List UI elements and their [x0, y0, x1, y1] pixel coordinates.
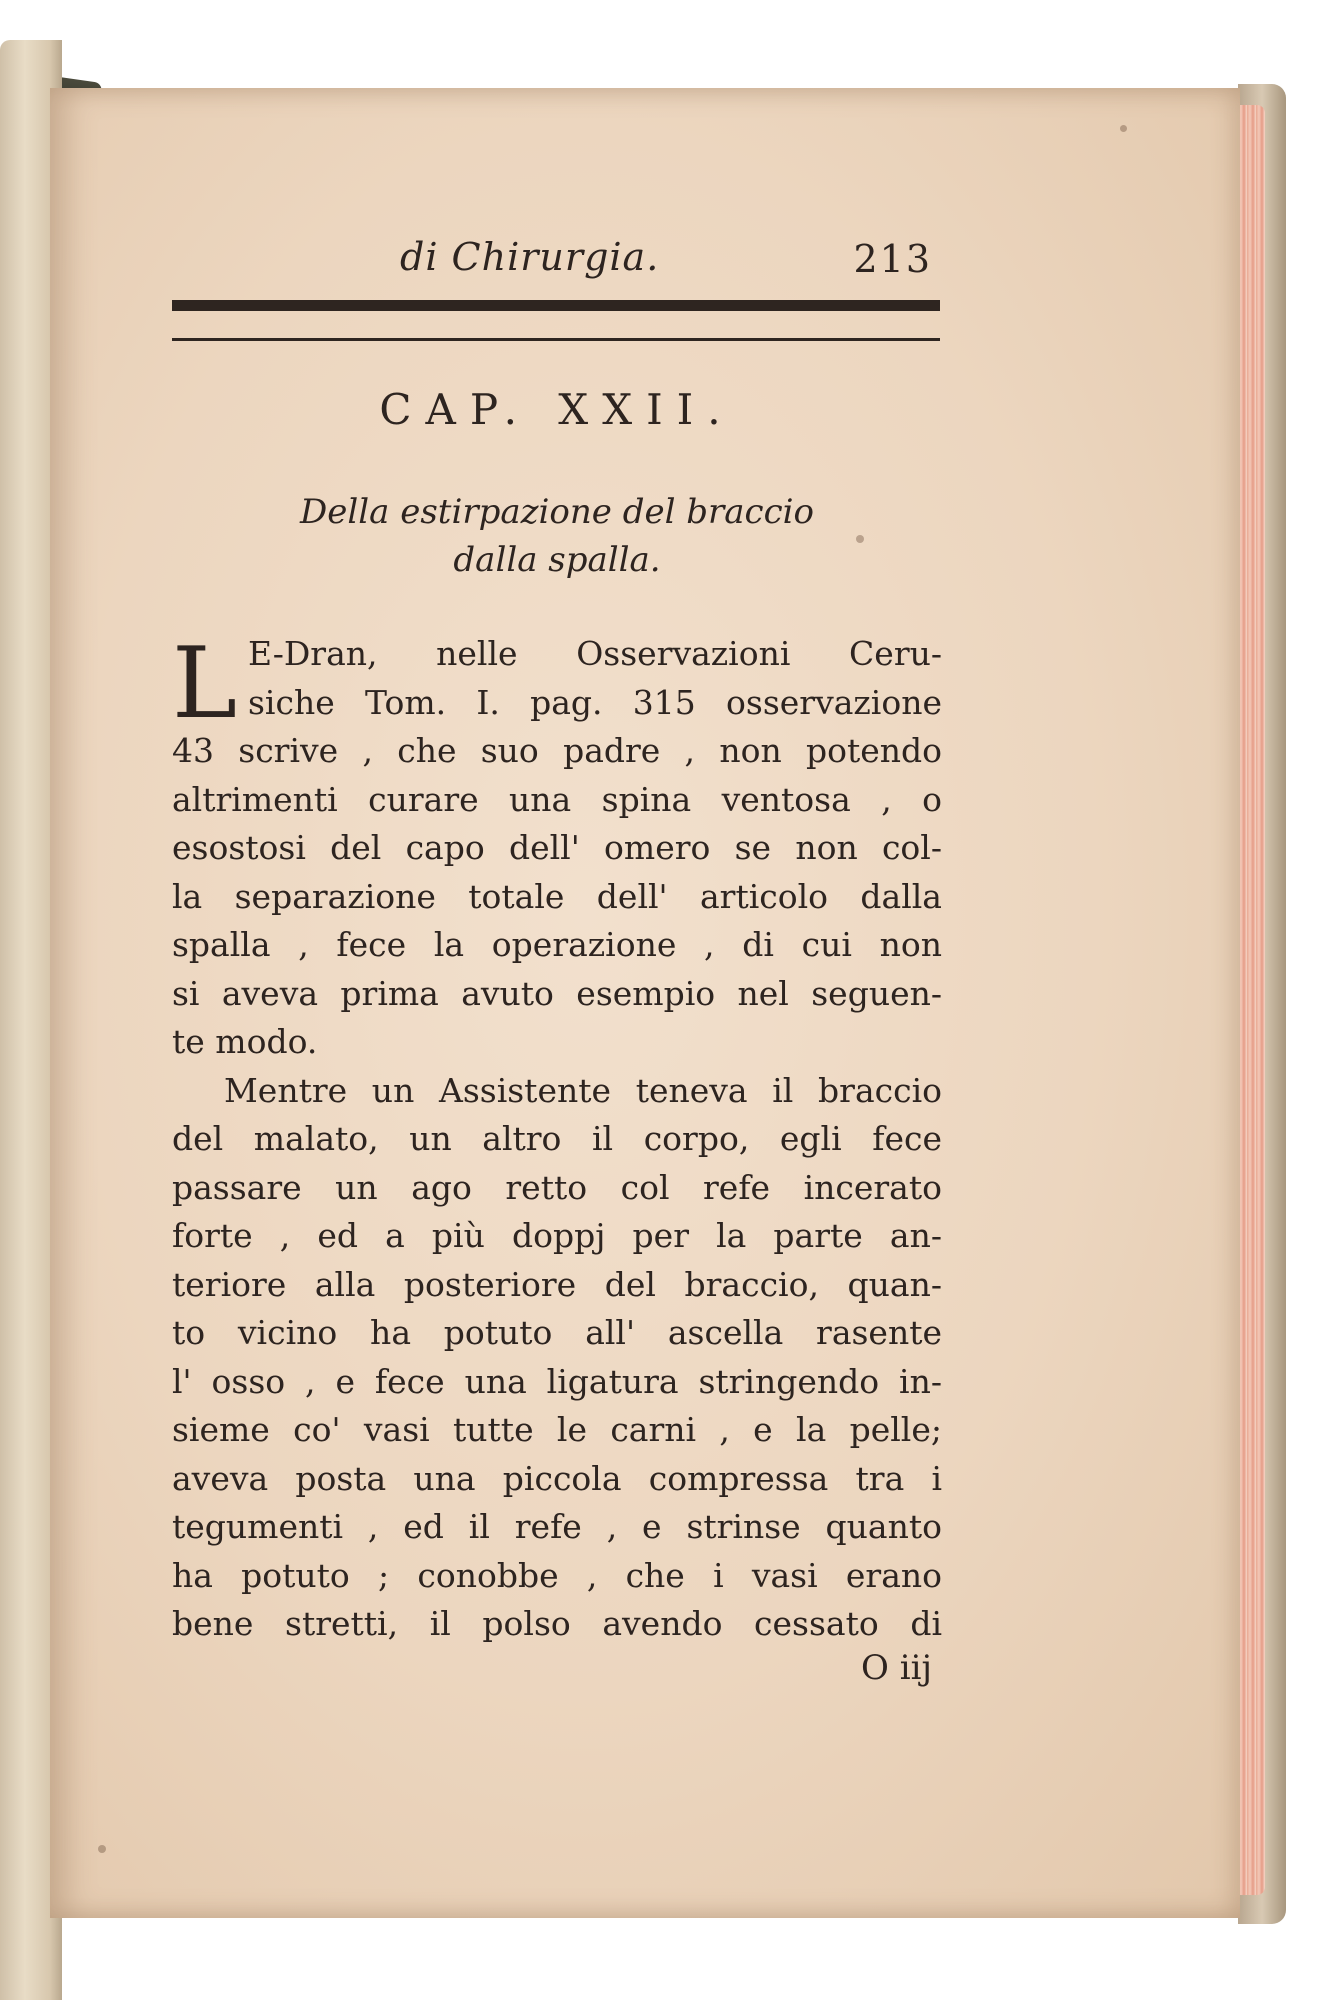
- text-line: forte , ed a più doppj per la parte an-: [172, 1216, 942, 1255]
- header-rule-thick: [172, 300, 940, 311]
- text-line: del malato, un altro il corpo, egli fece: [172, 1119, 942, 1158]
- text-line: sieme co' vasi tutte le carni , e la pelle;: [172, 1410, 942, 1449]
- foxing-spot: [1120, 125, 1127, 132]
- subtitle-line: Della estirpazione del braccio: [300, 492, 814, 532]
- text-line: la separazione totale dell' articolo dalla: [172, 876, 942, 916]
- text-line: te modo.: [172, 1022, 318, 1061]
- text-line: tegumenti , ed il refe , e strinse quanto: [172, 1507, 942, 1546]
- text-line: ha potuto ; conobbe , che i vasi erano: [172, 1555, 942, 1595]
- subtitle-line: dalla spalla.: [453, 540, 661, 580]
- running-head: [172, 235, 942, 285]
- header-rule-thin: [172, 338, 940, 341]
- text-line: l' osso , e fece una ligatura stringendo in-: [172, 1361, 942, 1401]
- drop-cap: L: [172, 627, 238, 741]
- text-line: altrimenti curare una spina ventosa , o: [172, 779, 942, 819]
- chapter-heading: CAP. XXII.: [379, 385, 735, 434]
- signature-text: O iij: [861, 1648, 932, 1688]
- text-line: si aveva prima avuto esempio nel seguen-: [172, 973, 942, 1013]
- text-line: Mentre un Assistente teneva il braccio: [224, 1070, 942, 1110]
- text-line: E-Dran, nelle Osservazioni Ceru-: [248, 634, 942, 673]
- signature-mark: [172, 1648, 942, 1688]
- text-line: esostosi del capo dell' omero se non col-: [172, 828, 942, 867]
- text-line: bene stretti, il polso avendo cessato di: [172, 1604, 942, 1643]
- text-line: aveva posta una piccola compressa tra i: [172, 1458, 942, 1498]
- text-line: teriore alla posteriore del braccio, quan-: [172, 1264, 942, 1304]
- body-text: [172, 627, 942, 1649]
- chapter-subtitle: [172, 488, 942, 584]
- text-line: to vicino ha potuto all' ascella rasente: [172, 1313, 942, 1352]
- foxing-spot: [98, 1845, 106, 1853]
- text-line: spalla , fece la operazione , di cui non: [172, 925, 942, 964]
- page-number: 213: [853, 237, 932, 281]
- text-line: siche Tom. I. pag. 315 osservazione: [248, 682, 942, 722]
- running-title: di Chirurgia.: [400, 235, 660, 279]
- text-line: passare un ago retto col refe incerato: [172, 1167, 942, 1207]
- text-line: 43 scrive , che suo padre , non potendo: [172, 731, 942, 770]
